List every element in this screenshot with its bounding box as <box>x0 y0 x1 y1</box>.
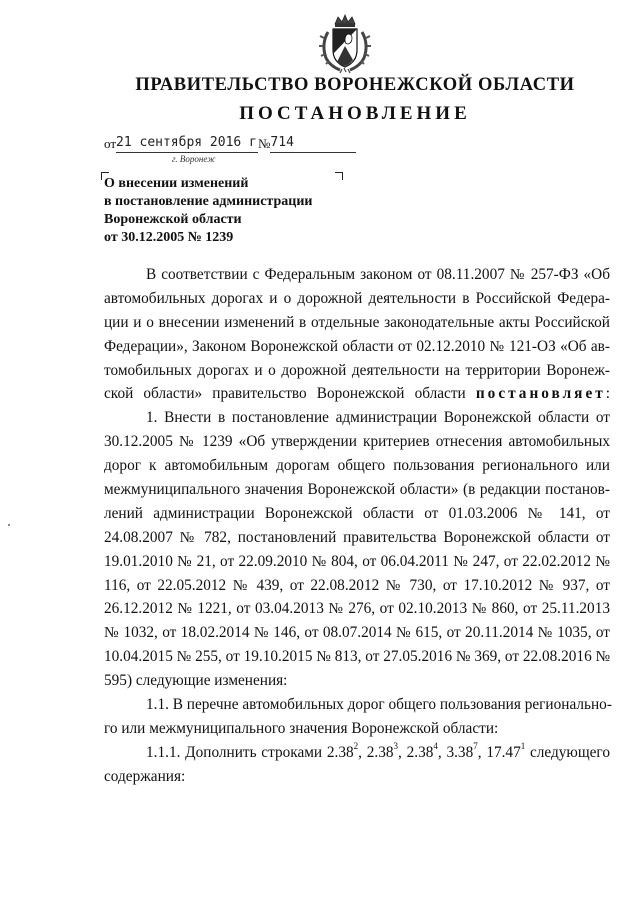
subject-line: от 30.12.2005 № 1239 <box>104 230 234 245</box>
body-line: 26.12.2012 № 1221, от 03.04.2013 № 276, от 02.10.2013 № 860, от 25.11.2013 <box>104 600 610 618</box>
body-line: 595) следующие изменения: <box>104 672 288 690</box>
item-number: 2.38$^4$ <box>406 740 438 761</box>
body-line-items: 1.1.1. Дополнить строками 2.38$^2$, 2.38$^3$, 2.38$^4$, 3.38$^7$, 17.47$^1$ следующего <box>146 740 610 761</box>
scan-artifact <box>8 524 10 526</box>
body-line: 24.08.2007 № 782, постановлений правительства Воронежской области от <box>104 528 610 546</box>
items-prefix: 1.1.1. Дополнить строками <box>146 743 327 761</box>
city-label: г. Воронеж <box>172 154 216 164</box>
body-line: 10.04.2015 № 255, от 19.10.2015 № 813, от 27.05.2016 № 369, от 22.08.2016 № <box>104 648 611 666</box>
document-body <box>104 263 610 789</box>
date-field <box>116 136 258 153</box>
number-label: № <box>258 136 271 151</box>
item-number: 2.38$^3$ <box>366 740 399 761</box>
subject-line: О внесении изменений <box>104 176 249 191</box>
body-line: 1.1. В перечне автомобильных дорог общего пользования регионально- <box>146 696 612 714</box>
body-line: дорог к автомобильным дорогам общего пользования регионального или <box>104 457 610 475</box>
subject-line: Воронежской области <box>104 212 242 227</box>
body-line: 19.01.2010 № 21, от 22.09.2010 № 804, от 06.04.2011 № 247, от 22.02.2012 № <box>104 552 610 570</box>
body-line: В соответствии с Федеральным законом от 08.11.2007 № 257-ФЗ «Об <box>146 266 610 283</box>
body-line: Федерации», Законом Воронежской области от 02.12.2010 № 121-ОЗ «Об ав- <box>104 337 610 355</box>
body-line: 1. Внести в постановление администрации Воронежской области от <box>146 409 610 427</box>
body-line: содержания: <box>104 767 186 785</box>
from-label: от <box>104 136 117 151</box>
item-number: 17.47$^1$ <box>486 740 526 761</box>
body-line: межмуниципального значения Воронежской области» (в редакции постанов- <box>104 481 610 499</box>
subject-line: в постановление администрации <box>104 194 313 209</box>
number-value: 714 <box>270 135 294 150</box>
item-number: 2.38$^2$ <box>326 740 359 761</box>
body-line: ции и о внесении изменений в отдельные законодательные акты Российской <box>104 313 610 331</box>
decree-word: постановляет <box>475 385 606 403</box>
body-line: лений администрации Воронежской области от 01.03.2006 № 141, от <box>104 504 610 522</box>
body-line: го или межмуниципального значения Воронежской области: <box>104 719 499 737</box>
decree-suffix: : <box>605 385 611 403</box>
date-value: 21 сентября 2016 г <box>116 135 257 150</box>
dateline <box>104 136 356 153</box>
voronezh-coat-of-arms-icon <box>318 14 372 74</box>
body-line: автомобильных дорогах и о дорожной деятельности в Российской Федера- <box>104 289 610 307</box>
items-suffix: следующего <box>525 743 610 761</box>
number-field <box>270 136 356 153</box>
body-line-decree <box>104 382 610 406</box>
decree-prefix: ской области» правительство Воронежской области <box>104 385 466 403</box>
government-title: ПРАВИТЕЛЬСТВО ВОРОНЕЖСКОЙ ОБЛАСТИ <box>135 75 575 95</box>
body-line: 30.12.2005 № 1239 «Об утверждении критериев отнесения автомобильных <box>104 433 610 451</box>
subject-block <box>104 175 384 247</box>
body-line: томобильных дорогах и о дорожной деятельности на территории Воронеж- <box>104 361 610 379</box>
document-type-title: ПОСТАНОВЛЕНИЕ <box>239 103 471 124</box>
body-line: № 1032, от 18.02.2014 № 146, от 08.07.2014 № 615, от 20.11.2014 № 1035, от <box>104 624 610 642</box>
item-number: 3.38$^7$ <box>446 740 478 761</box>
body-line: 116, от 22.05.2012 № 439, от 22.08.2012 № 730, от 17.10.2012 № 937, от <box>104 576 610 594</box>
